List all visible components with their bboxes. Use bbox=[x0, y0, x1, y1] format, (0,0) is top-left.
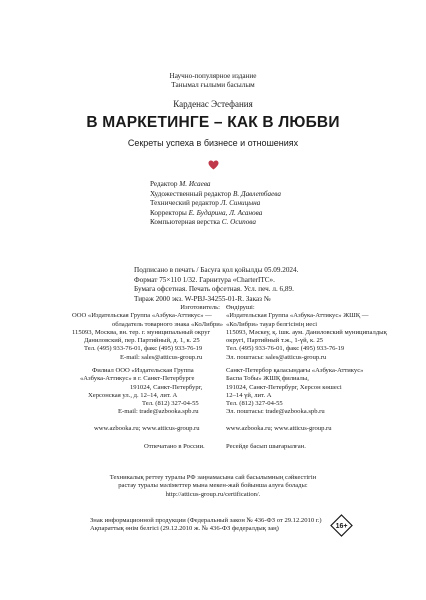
age-rating-badge bbox=[330, 514, 353, 537]
maker-line: Тел. (495) 933-76-01, факс (495) 933-76-19 bbox=[84, 345, 203, 353]
sign-line-kz: Ақпараттық өнім белгісі (29.12.2010 ж. № 436-ФЗ федералдық заң) bbox=[90, 525, 279, 533]
printed-in-russia: Отпечатано в России. bbox=[144, 443, 205, 450]
info-product-sign bbox=[90, 517, 336, 534]
credits-list bbox=[150, 180, 400, 228]
maker-line: Даниловский, пер. Партийный, д. 1, к. 25 bbox=[84, 337, 200, 345]
maker-line: обладатель товарного знака «КоЛибри» bbox=[112, 320, 224, 328]
maker-line: 115093, Москва, вн. тер. г. муниципальный округ bbox=[72, 328, 211, 336]
maker-line: Тел. (495) 933-76-01, факс (495) 933-76-19 bbox=[226, 345, 345, 353]
branch-line: Баспа Тобы» ЖШҚ филиалы, bbox=[226, 375, 309, 383]
tech-line: растау туралы мәліметтер мына мекен-жай бойынша алуға болады: bbox=[118, 482, 308, 490]
maker-line: 115093, Мәскеу, қ. ішк. аум. Даниловский муниципалдық bbox=[226, 328, 387, 336]
branch-line: Херсонская ул., д. 12–14, лит. А bbox=[88, 391, 178, 399]
maker-kz bbox=[226, 304, 391, 362]
web-link-ru: www.azbooka.ru; www.atticus-group.ru bbox=[94, 425, 200, 432]
maker-line: округі, Партийный т.ж., 1-үй, к. 25 bbox=[226, 337, 324, 345]
genre-block bbox=[0, 72, 426, 90]
print-paper: Бумага офсетная. Печать офсетная. Усл. печ. л. 6,89. bbox=[134, 285, 294, 294]
branch-line: Эл. поштасы: trade@azbooka.spb.ru bbox=[226, 408, 325, 416]
genre-kz: Танымал ғылыми басылым bbox=[171, 81, 255, 89]
genre-ru: Научно-популярное издание bbox=[169, 72, 257, 80]
credit-editor: Редактор М. Исаева bbox=[150, 180, 211, 188]
tech-url: http://atticus-group.ru/certification/. bbox=[165, 490, 261, 498]
maker-line: «КоЛибри» тауар белгісінің иесі bbox=[226, 320, 318, 328]
web-ru bbox=[72, 425, 220, 433]
branch-kz bbox=[226, 367, 391, 417]
maker-line: E-mail: sales@atticus-group.ru bbox=[120, 353, 203, 361]
maker-line: «Издательская Группа «Азбука-Аттикус» ЖШҚ — bbox=[226, 312, 369, 320]
tech-regulation-note bbox=[90, 474, 336, 499]
branch-line: 191024, Санкт-Петербург, Херсон көшесі bbox=[226, 383, 342, 391]
book-subtitle: Секреты успеха в бизнесе и отношениях bbox=[127, 138, 299, 148]
maker-line: ООО «Издательская Группа «Азбука-Аттикус» — bbox=[72, 312, 212, 320]
print-signed: Подписано в печать / Басуға қол қойылды 05.09.2024. bbox=[134, 266, 299, 274]
branch-line: «Азбука-Аттикус» в г. Санкт-Петербурге bbox=[80, 375, 195, 383]
branch-line: Санкт-Петербор қаласындағы «Азбука-Аттикус» bbox=[226, 367, 364, 374]
printed-in-russia-kz: Ресейде басып шығарылған. bbox=[226, 443, 306, 450]
credit-proofreaders: Корректоры Е. Бударина, Л. Асанова bbox=[150, 208, 263, 217]
maker-ru bbox=[72, 304, 224, 362]
credit-tech-editor: Технический редактор Л. Синицына bbox=[150, 199, 261, 207]
branch-line: Тел. (812) 327-04-55 bbox=[226, 400, 283, 408]
branch-line: Филиал ООО «Издательская Группа bbox=[92, 367, 194, 374]
tech-line: Техникалық реттеу туралы РФ заңнамасына сай басылымның сәйкестігін bbox=[109, 474, 317, 481]
print-run: Тираж 2000 экз. W-PBJ-34255-01-R. Заказ № bbox=[134, 294, 271, 303]
printed-ru bbox=[72, 443, 220, 451]
book-title: В МАРКЕТИНГЕ – КАК В ЛЮБВИ bbox=[86, 114, 340, 131]
heart-icon bbox=[0, 160, 426, 170]
maker-line: Эл. поштасы: sales@atticus-group.ru bbox=[226, 353, 327, 361]
branch-line: 191024, Санкт-Петербург, bbox=[130, 383, 203, 391]
branch-line: Тел. (812) 327-04-55 bbox=[142, 400, 199, 408]
branch-ru bbox=[72, 367, 220, 417]
credit-art-editor: Художественный редактор В. Давлетбаева bbox=[150, 189, 281, 198]
branch-line: E-mail: trade@azbooka.spb.ru bbox=[118, 408, 199, 416]
printed-kz bbox=[226, 443, 391, 451]
age-rating-label: 16+ bbox=[335, 523, 348, 530]
web-kz bbox=[226, 425, 391, 433]
sign-line-ru: Знак информационной продукции (Федеральный закон № 436-ФЗ от 29.12.2010 г.) bbox=[90, 517, 322, 524]
print-format: Формат 75×110 1/32. Гарнитура «CharterITC». bbox=[134, 275, 275, 284]
branch-line: 12–14 үй, лит. А bbox=[226, 391, 272, 399]
maker-label-ru: Изготовитель: bbox=[180, 304, 220, 311]
author-name: Карденас Эстефания bbox=[173, 99, 253, 109]
print-details bbox=[134, 266, 394, 304]
maker-label-kz: Өндіруші: bbox=[226, 304, 255, 311]
credit-layout: Компьютерная верстка С. Осипова bbox=[150, 218, 256, 226]
web-link-kz: www.azbooka.ru; www.atticus-group.ru bbox=[226, 425, 332, 432]
